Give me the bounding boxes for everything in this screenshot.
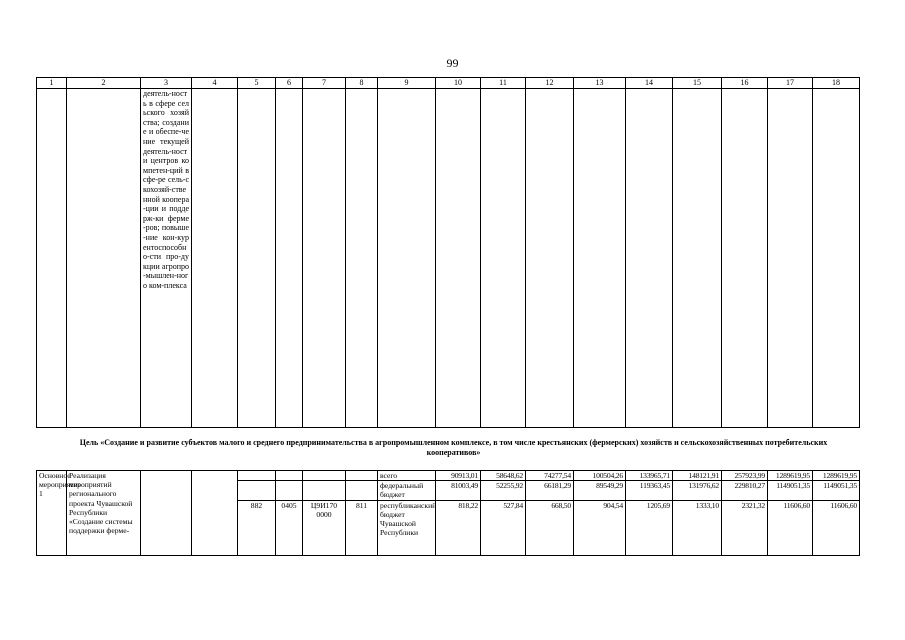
value-cell: 1333,10 — [673, 500, 722, 555]
value-cell: 2321,32 — [722, 500, 768, 555]
value-cell: 904,54 — [574, 500, 626, 555]
value-cell: 148121,91 — [673, 471, 722, 481]
value-cell: 257923,99 — [722, 471, 768, 481]
value-cell: 66181,29 — [526, 481, 574, 500]
column-number: 15 — [673, 78, 722, 89]
column-number: 11 — [481, 78, 526, 89]
value-cell: 1205,69 — [626, 500, 673, 555]
column-number: 18 — [813, 78, 860, 89]
column-number: 17 — [768, 78, 813, 89]
value-cell: 119363,45 — [626, 481, 673, 500]
value-cell: 527,84 — [481, 500, 526, 555]
value-cell: 1289619,95 — [768, 471, 813, 481]
value-cell: 90913,01 — [436, 471, 481, 481]
value-cell: 668,50 — [526, 500, 574, 555]
code-rz: 0405 — [276, 500, 303, 555]
column-number: 13 — [574, 78, 626, 89]
value-cell: 131976,62 — [673, 481, 722, 500]
value-cell: 74277,54 — [526, 471, 574, 481]
column-number: 7 — [303, 78, 346, 89]
value-cell: 81003,49 — [436, 481, 481, 500]
goal-heading: Цель «Создание и развитие субъектов малого и среднего предпринимательства в агропромышленном комплексе, в том числе крестьянских (фермерских) хозяйств и сельскохозяйственных потребительских кооперативов» — [79, 438, 828, 457]
value-cell: 818,22 — [436, 500, 481, 555]
column-number: 3 — [141, 78, 192, 89]
column-number: 9 — [378, 78, 436, 89]
value-cell: 11606,60 — [813, 500, 860, 555]
column-number: 1 — [37, 78, 67, 89]
value-cell: 229810,27 — [722, 481, 768, 500]
funding-source: республиканский бюджет Чувашской Республики — [378, 500, 436, 555]
funding-source: федеральный бюджет — [378, 481, 436, 500]
column-number: 5 — [238, 78, 276, 89]
column-number: 4 — [192, 78, 238, 89]
page-number: 99 — [446, 56, 459, 70]
measure-name: Реализация мероприятий регионального проекта Чувашской Республики «Создание системы поддержки ферме- — [67, 471, 141, 556]
column-number: 12 — [526, 78, 574, 89]
column-number: 8 — [346, 78, 378, 89]
column-number: 14 — [626, 78, 673, 89]
column-number: 10 — [436, 78, 481, 89]
value-cell: 11606,60 — [768, 500, 813, 555]
funding-source: всего — [378, 471, 436, 481]
value-cell: 52255,92 — [481, 481, 526, 500]
column-number-row — [37, 78, 860, 89]
continuation-table — [36, 77, 860, 428]
column-number: 6 — [276, 78, 303, 89]
value-cell: 1149051,35 — [768, 481, 813, 500]
value-cell: 58648,62 — [481, 471, 526, 481]
code-csr: Ц9И170 0000 — [303, 500, 346, 555]
code-vr: 811 — [346, 500, 378, 555]
code-gr: 882 — [238, 500, 276, 555]
measure-status: Основное мероприятие 1 — [37, 471, 67, 556]
value-cell: 100504,26 — [574, 471, 626, 481]
measure-table — [36, 470, 860, 556]
value-cell: 133965,71 — [626, 471, 673, 481]
table-row — [37, 471, 860, 481]
value-cell: 1149051,35 — [813, 481, 860, 500]
continuation-row — [37, 89, 860, 428]
column-number: 2 — [67, 78, 141, 89]
column-number: 16 — [722, 78, 768, 89]
task-description-cell: деятель-ность в сфере сельского хозяйства; создание и обеспе-чение текущей деятель-ности центров компетен-ций в сфе-ре сель-скохозяй-ственной коопера-ции и поддерж-ки ферме-ров; повыше-ние кон-курентоспособно-сти про-дукции агропро-мышлен-ного ком-плекса — [141, 89, 192, 428]
value-cell: 1289619,95 — [813, 471, 860, 481]
value-cell: 89549,29 — [574, 481, 626, 500]
